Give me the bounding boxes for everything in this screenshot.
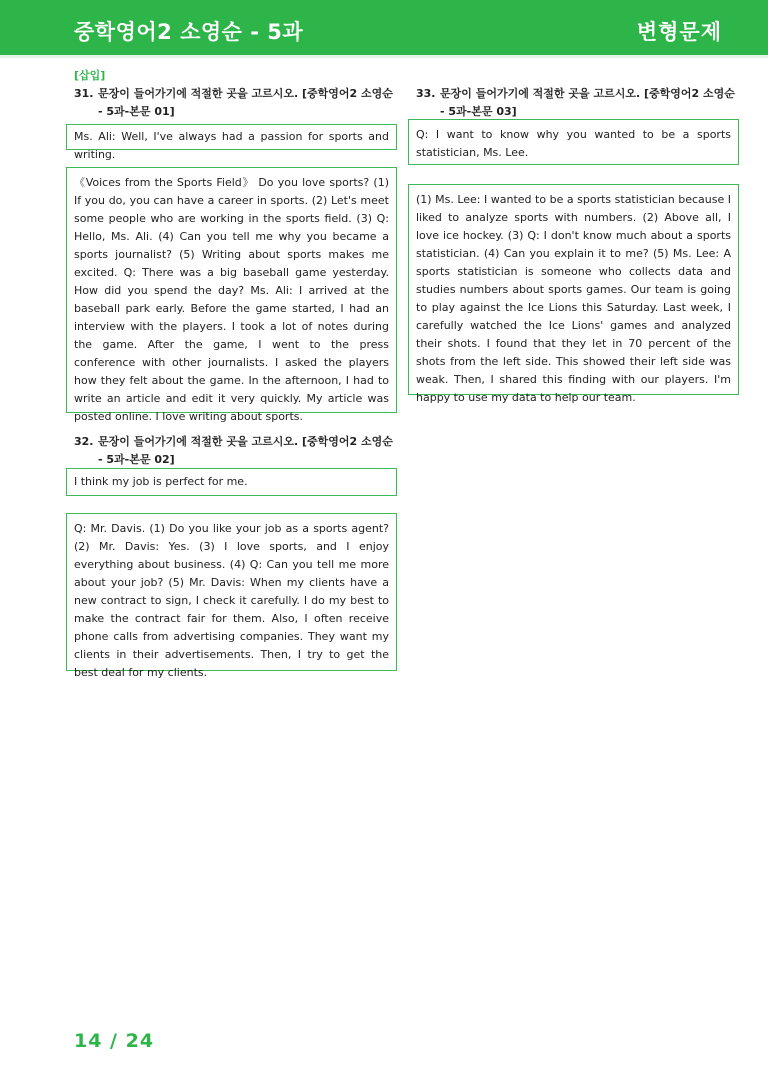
section-tag: [삽입] [74,69,106,82]
question-31-given-sentence: Ms. Ali: Well, I've always had a passion for sports and writing. [66,124,397,150]
page-number: 14 / 24 [74,1030,155,1052]
page-header [0,0,768,58]
question-prompt: 문장이 들어가기에 적절한 곳을 고르시오. [중학영어2 소영순 - 5과-본문 02] [98,435,393,466]
question-33-passage: (1) Ms. Lee: I wanted to be a sports statistician because I liked to analyze sports with numbers. (2) Above all, I love ice hockey. (3) Q: I don't know much about a sports statistician. (4) Can you explain it to me? (5) Ms. Lee: A sports statistician is someone who collects data and studies numbers about sports games. Our team is going to play against the Ice Lions this Saturday. Last week, I carefully watched the Ice Lions' games and analyzed their shots. I found that they let in 70 percent of the shots from the left side. This showed their left side was weak. Then, I shared this finding with our players. I'm happy to use my data to help our team. [408,184,739,395]
question-number: 32. [74,435,94,448]
question-33-given-sentence: Q: I want to know why you wanted to be a sports statistician, Ms. Lee. [408,119,739,165]
question-31-passage: 《Voices from the Sports Field》 Do you love sports? (1) If you do, you can have a career in sports. (2) Let's meet some people who are working in the sports field. (3) Q: Hello, Ms. Ali. (4) Can you tell me why you became a sports journalist? (5) Writing about sports makes me excited. Q: There was a big baseball game yesterday. How did you spend the day? Ms. Ali: I arrived at the baseball park early. Before the game started, I had an interview with the players. I took a lot of notes during the game. After the game, I went to the press conference with other journalists. I asked the players how they felt about the game. In the afternoon, I had to write an article and edit it very quickly. My article was posted online. I love writing about sports. [66,167,397,413]
question-prompt: 문장이 들어가기에 적절한 곳을 고르시오. [중학영어2 소영순 - 5과-본문 01] [98,87,393,118]
question-prompt: 문장이 들어가기에 적절한 곳을 고르시오. [중학영어2 소영순 - 5과-본문 03] [440,87,735,118]
question-number: 31. [74,87,94,100]
question-number: 33. [416,87,436,100]
question-32-given-sentence: I think my job is perfect for me. [66,468,397,496]
question-32-passage: Q: Mr. Davis. (1) Do you like your job as a sports agent? (2) Mr. Davis: Yes. (3) I love sports, and I enjoy everything about business. (4) Q: Can you tell me more about your job? (5) Mr. Davis: When my clients have a new contract to sign, I check it carefully. I do my best to make the contract fair for them. Also, I often receive phone calls from advertising companies. They want my clients in their advertisements. Then, I try to get the best deal for my clients. [66,513,397,671]
document-title: 중학영어2 소영순 - 5과 [74,20,304,44]
document-type-label: 변형문제 [636,20,722,44]
